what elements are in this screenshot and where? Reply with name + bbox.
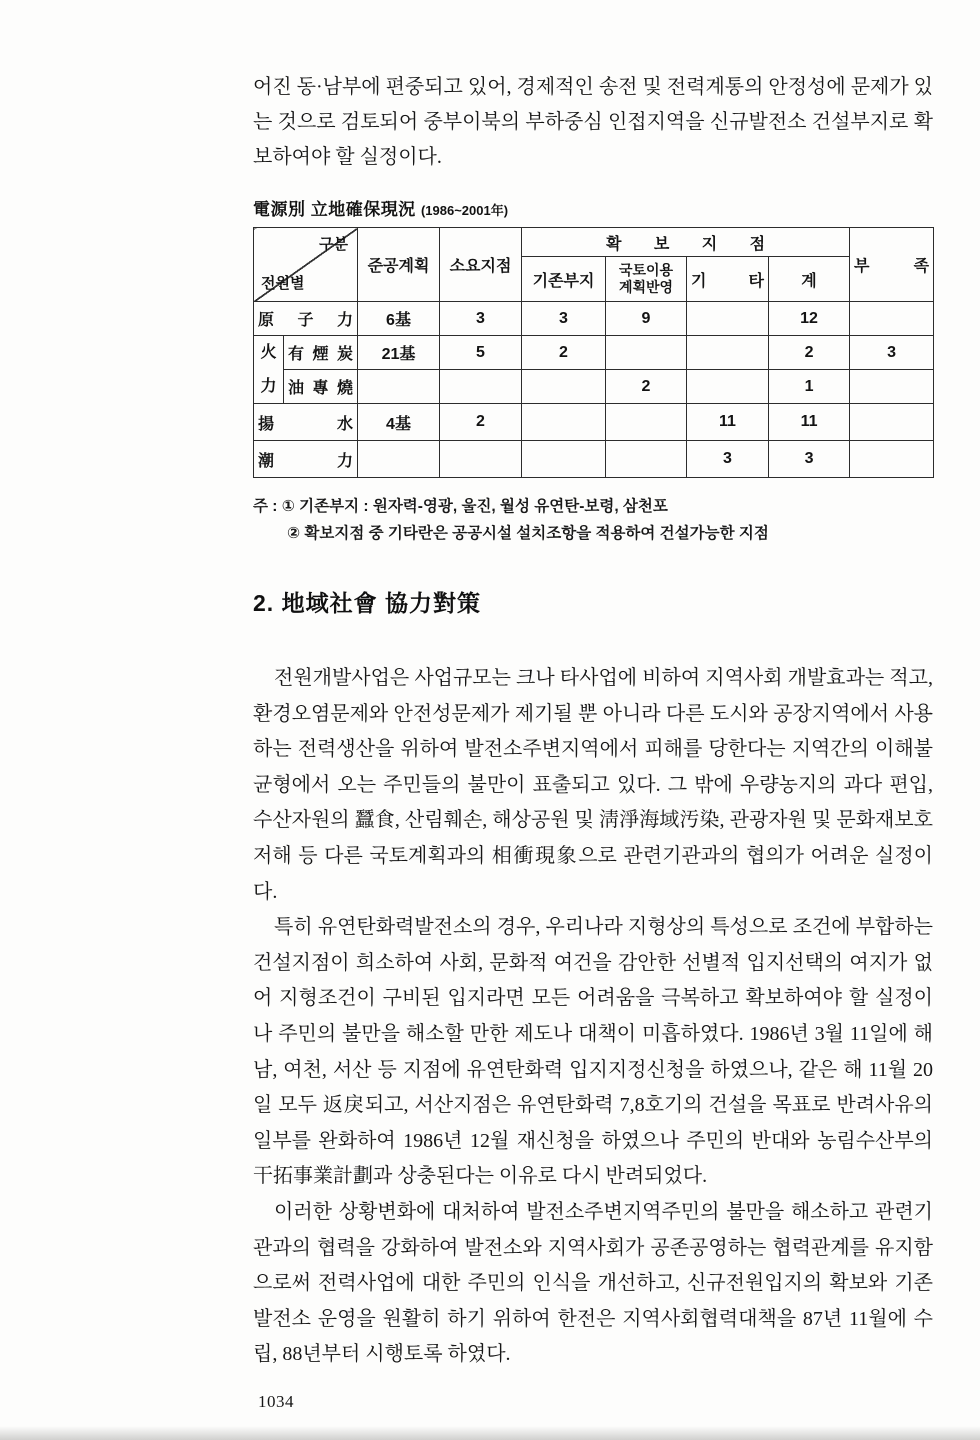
- table-cell: 2: [606, 370, 687, 404]
- table-row-pumped-storage: [254, 404, 934, 441]
- header-land-use-line2: 계획반영: [618, 279, 674, 295]
- header-total: 계: [769, 257, 850, 302]
- table-cell: [606, 336, 687, 370]
- table-cell: 1: [769, 370, 850, 404]
- table-row-coal: [254, 336, 934, 370]
- table-cell: 2: [440, 404, 522, 441]
- table-cell: 6基: [358, 302, 440, 336]
- table-cell: 11: [687, 404, 769, 441]
- table-cell: 9: [606, 302, 687, 336]
- header-completion-plan: 준공계획: [358, 228, 440, 302]
- table-cell: 2: [522, 336, 606, 370]
- header-gubun: 구분: [319, 236, 348, 253]
- table-cell: [606, 441, 687, 478]
- row-label: 原 子 力: [254, 302, 358, 336]
- header-land-use-plan: [606, 257, 687, 302]
- site-securement-table: [253, 227, 934, 478]
- table-cell: [850, 370, 934, 404]
- row-label: 潮 力: [254, 441, 358, 478]
- table-cell: 3: [522, 302, 606, 336]
- header-secured-sites-group: 확 보 지 점: [522, 228, 850, 257]
- table-cell: 11: [769, 404, 850, 441]
- table-cell: [606, 404, 687, 441]
- table-cell: 3: [440, 302, 522, 336]
- table-cell: [850, 404, 934, 441]
- table-cell: [358, 370, 440, 404]
- table-cell: [440, 370, 522, 404]
- header-land-use-line1: 국토이용: [618, 262, 674, 278]
- body-paragraph-1: 전원개발사업은 사업규모는 크나 타사업에 비하여 지역사회 개발효과는 적고, 환경오염문제와 안전성문제가 제기될 뿐 아니라 다른 도시와 공장지역에서 사용하는 전력생산을 위하여 발전소주변지역에서 피해를 당한다는 지역간의 이해불균형에서 오는 주민들의 불만이 표출되고 있다. 그 밖에 우량농지의 과다 편입, 수산자원의 蠶食, 산림훼손, 해상공원 및 淸淨海域汚染, 관광자원 및 문화재보호 저해 등 다른 국토계획과의 相衝現象으로 관련기관과의 협의가 어려운 실정이다.: [253, 667, 933, 903]
- note-line-2: ② 확보지점 중 기타란은 공공시설 설치조항을 적용하여 건설가능한 지점: [287, 525, 769, 542]
- table-cell: [358, 441, 440, 478]
- header-shortage: 부 족: [850, 228, 934, 302]
- group-label-bottom: 力: [260, 377, 277, 395]
- table-row-oil: [254, 370, 934, 404]
- intro-paragraph: 어진 동·남부에 편중되고 있어, 경제적인 송전 및 전력계통의 안정성에 문제가 있는 것으로 검토되어 중부이북의 부하중심 인접지역을 신규발전소 건설부지로 확보하여야 할 실정이다.: [253, 76, 933, 168]
- header-etc: 기 타: [687, 257, 769, 302]
- table-cell: 21基: [358, 336, 440, 370]
- table-row-tidal: [254, 441, 934, 478]
- table-cell: 5: [440, 336, 522, 370]
- section-heading: 2. 地域社會 協力對策: [253, 590, 481, 616]
- row-label: 油 專 燒: [284, 370, 358, 404]
- diagonal-header-cell: [254, 228, 358, 302]
- body-paragraph-2: 특히 유연탄화력발전소의 경우, 우리나라 지형상의 특성으로 조건에 부합하는 건설지점이 희소하여 사회, 문화적 여건을 감안한 선별적 입지선택의 여지가 없어 지형조건이 구비된 입지라면 모든 어려움을 극복하고 확보하여야 할 실정이나 주민의 불만을 해소할 만한 제도나 대책이 미흡하였다. 1986년 3월 11일에 해남, 여천, 서산 등 지점에 유연탄화력 입지지정신청을 하였으나, 같은 해 11월 20일 모두 返戾되고, 서산지점은 유연탄화력 7,8호기의 건설을 목표로 반려사유의 일부를 완화하여 1986년 12월 재신청을 하였으나 주민의 반대와 농림수산부의 干拓事業計劃과 상충된다는 이유로 다시 반려되었다.: [253, 916, 933, 1188]
- table-cell: 2: [769, 336, 850, 370]
- table-title-period: (1986~2001年): [420, 203, 509, 218]
- table-cell: 3: [850, 336, 934, 370]
- table-row-nuclear: [254, 302, 934, 336]
- header-required-sites: 소요지점: [440, 228, 522, 302]
- table-cell: 12: [769, 302, 850, 336]
- row-label: 有 煙 炭: [284, 336, 358, 370]
- table-cell: [522, 404, 606, 441]
- table-notes: [253, 493, 933, 547]
- table-cell: [687, 336, 769, 370]
- table-cell: [850, 302, 934, 336]
- table-cell: [687, 302, 769, 336]
- header-jeonwonbyeol: 전원별: [261, 275, 305, 292]
- header-existing-site: 기존부지: [522, 257, 606, 302]
- note-line-1: 주 : ① 기존부지 : 원자력-영광, 울진, 월성 유연탄-보령, 삼천포: [253, 498, 668, 515]
- body-paragraph-3: 이러한 상황변화에 대처하여 발전소주변지역주민의 불만을 해소하고 관련기관과의 협력을 강화하여 발전소와 지역사회가 공존공영하는 협력관계를 유지함으로써 전력사업에 대한 주민의 인식을 개선하고, 신규전원입지의 확보와 기존발전소 운영을 원활히 하기 위하여 한전은 지역사회협력대책을 87년 11월에 수립, 88년부터 시행토록 하였다.: [253, 1200, 933, 1366]
- table-cell: [522, 370, 606, 404]
- page-number: 1034: [258, 1391, 294, 1411]
- table-cell: 3: [769, 441, 850, 478]
- table-cell: [687, 370, 769, 404]
- group-label-top: 火: [260, 344, 277, 362]
- table-cell: [850, 441, 934, 478]
- table-title-text: 電源別 立地確保現況: [253, 200, 416, 219]
- table-title: [253, 195, 933, 220]
- table-cell: 4基: [358, 404, 440, 441]
- table-cell: [522, 441, 606, 478]
- table-cell: [440, 441, 522, 478]
- section-body: [253, 661, 933, 1373]
- row-label: 揚 水: [254, 404, 358, 441]
- row-group-thermal: [254, 336, 284, 404]
- table-cell: 3: [687, 441, 769, 478]
